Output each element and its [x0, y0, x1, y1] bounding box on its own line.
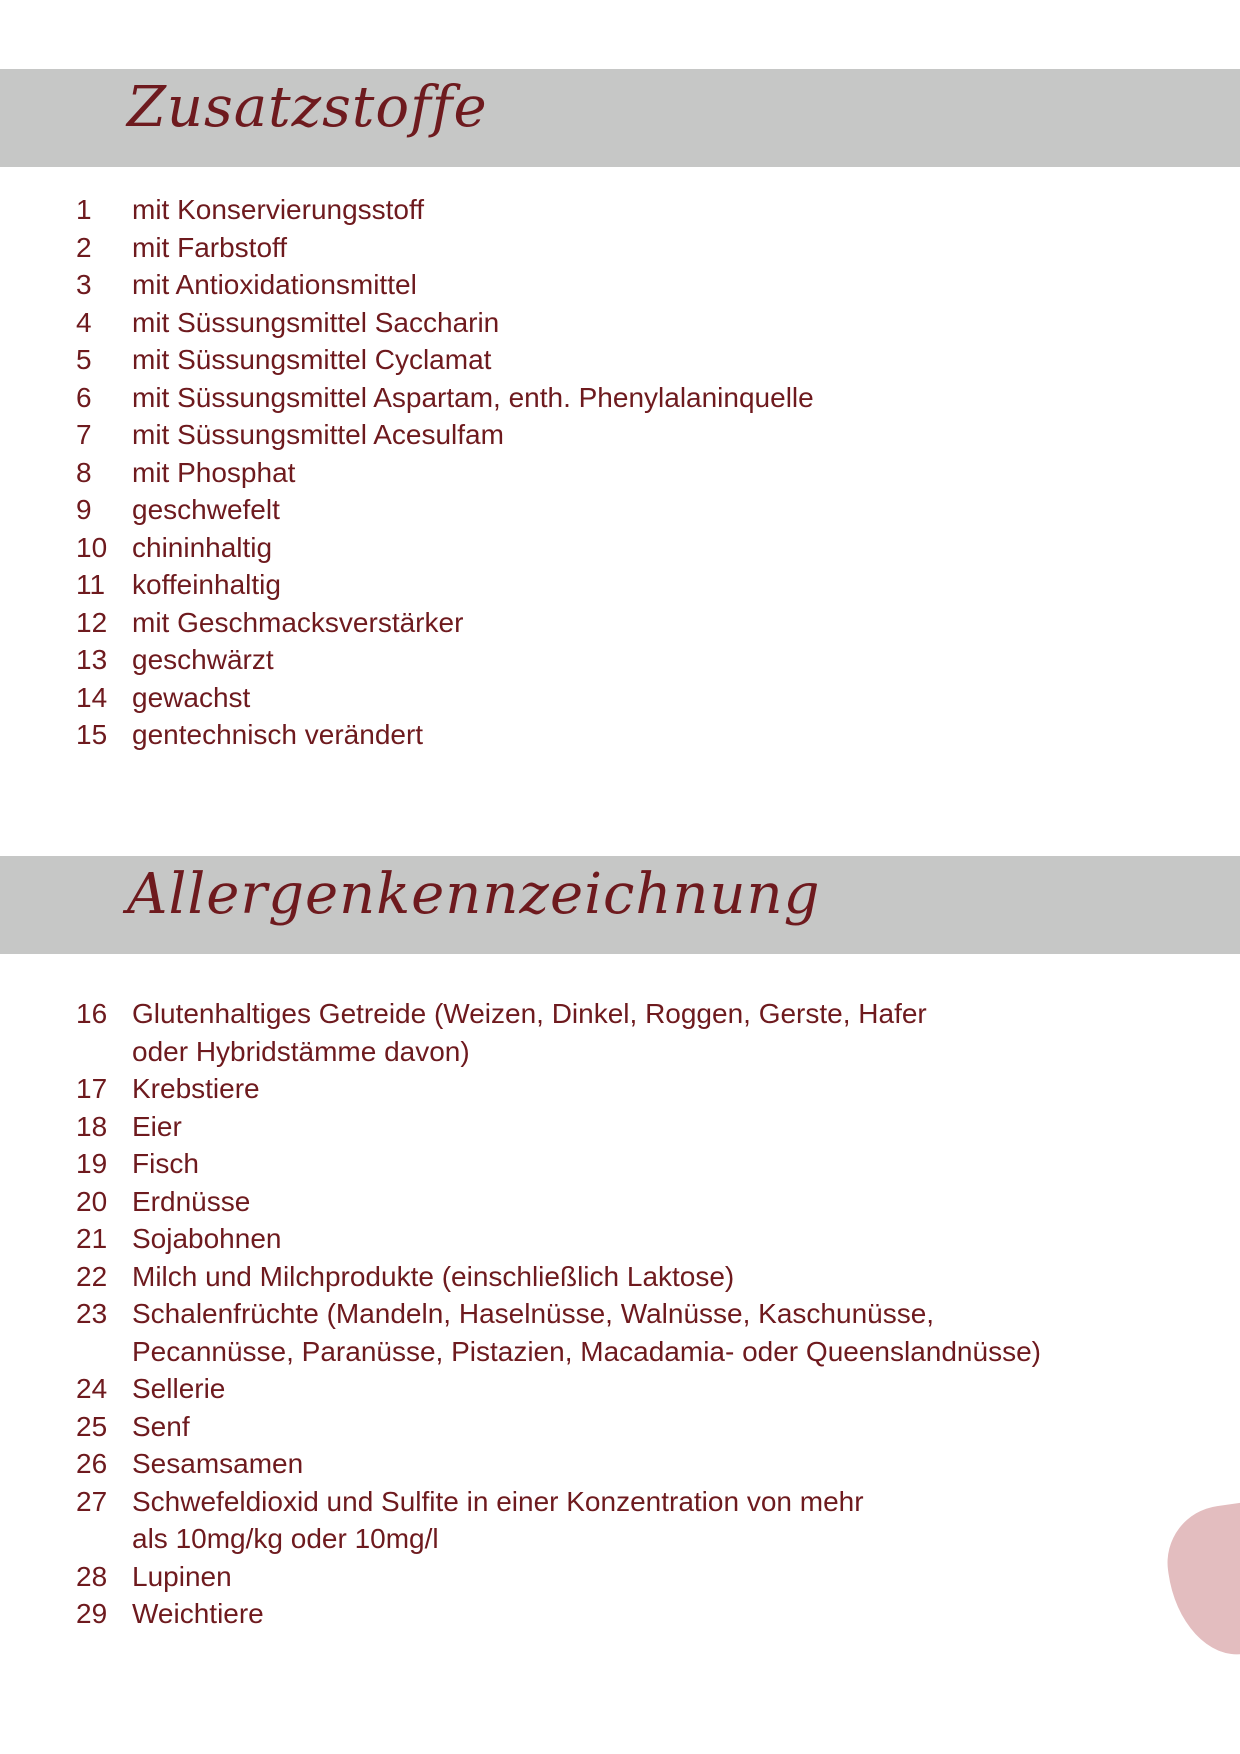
item-text: mit Konservierungsstoff [132, 194, 425, 225]
item-text: geschwefelt [132, 494, 280, 525]
item-number: 21 [76, 1223, 108, 1254]
list-item [76, 1108, 1041, 1146]
item-number: 23 [76, 1298, 108, 1329]
list-item [76, 1370, 1041, 1408]
item-text: Krebstiere [132, 1073, 260, 1104]
section-title: Allergenkennzeichnung [127, 862, 821, 927]
item-text: Glutenhaltiges Getreide (Weizen, Dinkel, Roggen, Gerste, Hafer oder Hybridstämme davon) [132, 998, 927, 1067]
item-text: Sesamsamen [132, 1448, 304, 1479]
item-text: geschwärzt [132, 644, 274, 675]
item-number: 24 [76, 1373, 108, 1404]
item-text: chininhaltig [132, 531, 273, 563]
list-item [76, 191, 814, 229]
item-text: mit Süssungsmittel Saccharin [132, 306, 500, 338]
section-header-zusatzstoffe [0, 69, 1240, 167]
item-number: 13 [76, 644, 108, 675]
item-number: 4 [76, 306, 92, 338]
item-number: 27 [76, 1485, 108, 1517]
item-text: mit Geschmacksverstärker [132, 606, 464, 638]
item-number: 5 [76, 344, 92, 375]
item-text: Lupinen [132, 1560, 232, 1592]
item-number: 6 [76, 381, 92, 413]
list-item [76, 1408, 1041, 1446]
item-text: Senf [132, 1410, 190, 1442]
item-text: gentechnisch verändert [132, 719, 424, 750]
item-number: 1 [76, 194, 92, 225]
item-text: Schwefeldioxid und Sulfite in einer Konzentration von mehr als 10mg/kg oder 10mg/l [132, 1485, 864, 1554]
item-text: Weichtiere [132, 1598, 264, 1629]
item-text: Sellerie [132, 1373, 226, 1404]
item-number: 8 [76, 456, 92, 488]
list-item [76, 641, 814, 679]
list-item [76, 416, 814, 454]
item-text: mit Süssungsmittel Aspartam, enth. Phenylalaninquelle [132, 381, 814, 413]
item-number: 17 [76, 1073, 108, 1104]
decorative-leaf-shape [1160, 1497, 1240, 1662]
item-number: 10 [76, 531, 108, 563]
zusatzstoffe-list [76, 191, 814, 754]
list-item [76, 1145, 1041, 1183]
item-text: Eier [132, 1110, 182, 1142]
item-number: 22 [76, 1260, 108, 1292]
item-number: 15 [76, 719, 108, 750]
list-item [76, 454, 814, 492]
item-number: 7 [76, 419, 92, 450]
item-text: Erdnüsse [132, 1185, 251, 1217]
allergene-list [76, 995, 1041, 1633]
list-item [76, 529, 814, 567]
item-number: 26 [76, 1448, 108, 1479]
item-text: mit Antioxidationsmittel [132, 269, 417, 300]
list-item [76, 341, 814, 379]
item-text: Schalenfrüchte (Mandeln, Haselnüsse, Walnüsse, Kaschunüsse, Pecannüsse, Paranüsse, Pistazien, Macadamia- oder Queenslandnüsse) [132, 1298, 1041, 1367]
list-item [76, 491, 814, 529]
item-number: 11 [76, 569, 106, 600]
list-item [76, 679, 814, 717]
list-item [76, 1595, 1041, 1633]
item-number: 28 [76, 1560, 108, 1592]
item-number: 9 [76, 494, 92, 525]
list-item [76, 1183, 1041, 1221]
item-number: 29 [76, 1598, 108, 1629]
item-text: koffeinhaltig [132, 569, 281, 600]
list-item [76, 1295, 1041, 1370]
item-text: mit Süssungsmittel Cyclamat [132, 344, 492, 375]
item-number: 25 [76, 1410, 108, 1442]
item-number: 14 [76, 681, 108, 713]
item-text: mit Süssungsmittel Acesulfam [132, 419, 504, 450]
item-number: 18 [76, 1110, 108, 1142]
list-item [76, 604, 814, 642]
item-number: 12 [76, 606, 108, 638]
list-item [76, 1558, 1041, 1596]
list-item [76, 1483, 1041, 1558]
item-number: 20 [76, 1185, 108, 1217]
item-number: 3 [76, 269, 92, 300]
list-item [76, 566, 814, 604]
item-text: mit Farbstoff [132, 231, 288, 263]
list-item [76, 1220, 1041, 1258]
list-item [76, 1258, 1041, 1296]
item-text: Milch und Milchprodukte (einschließlich Laktose) [132, 1260, 735, 1292]
section-title: Zusatzstoffe [127, 75, 488, 140]
item-text: Fisch [132, 1148, 199, 1179]
list-item [76, 266, 814, 304]
item-text: gewachst [132, 681, 251, 713]
list-item [76, 1070, 1041, 1108]
item-text: mit Phosphat [132, 456, 296, 488]
list-item [76, 379, 814, 417]
item-number: 19 [76, 1148, 108, 1179]
item-number: 2 [76, 231, 92, 263]
list-item [76, 995, 1041, 1070]
item-number: 16 [76, 998, 108, 1029]
section-header-allergene [0, 856, 1240, 954]
item-text: Sojabohnen [132, 1223, 282, 1254]
list-item [76, 304, 814, 342]
list-item [76, 716, 814, 754]
list-item [76, 229, 814, 267]
list-item [76, 1445, 1041, 1483]
